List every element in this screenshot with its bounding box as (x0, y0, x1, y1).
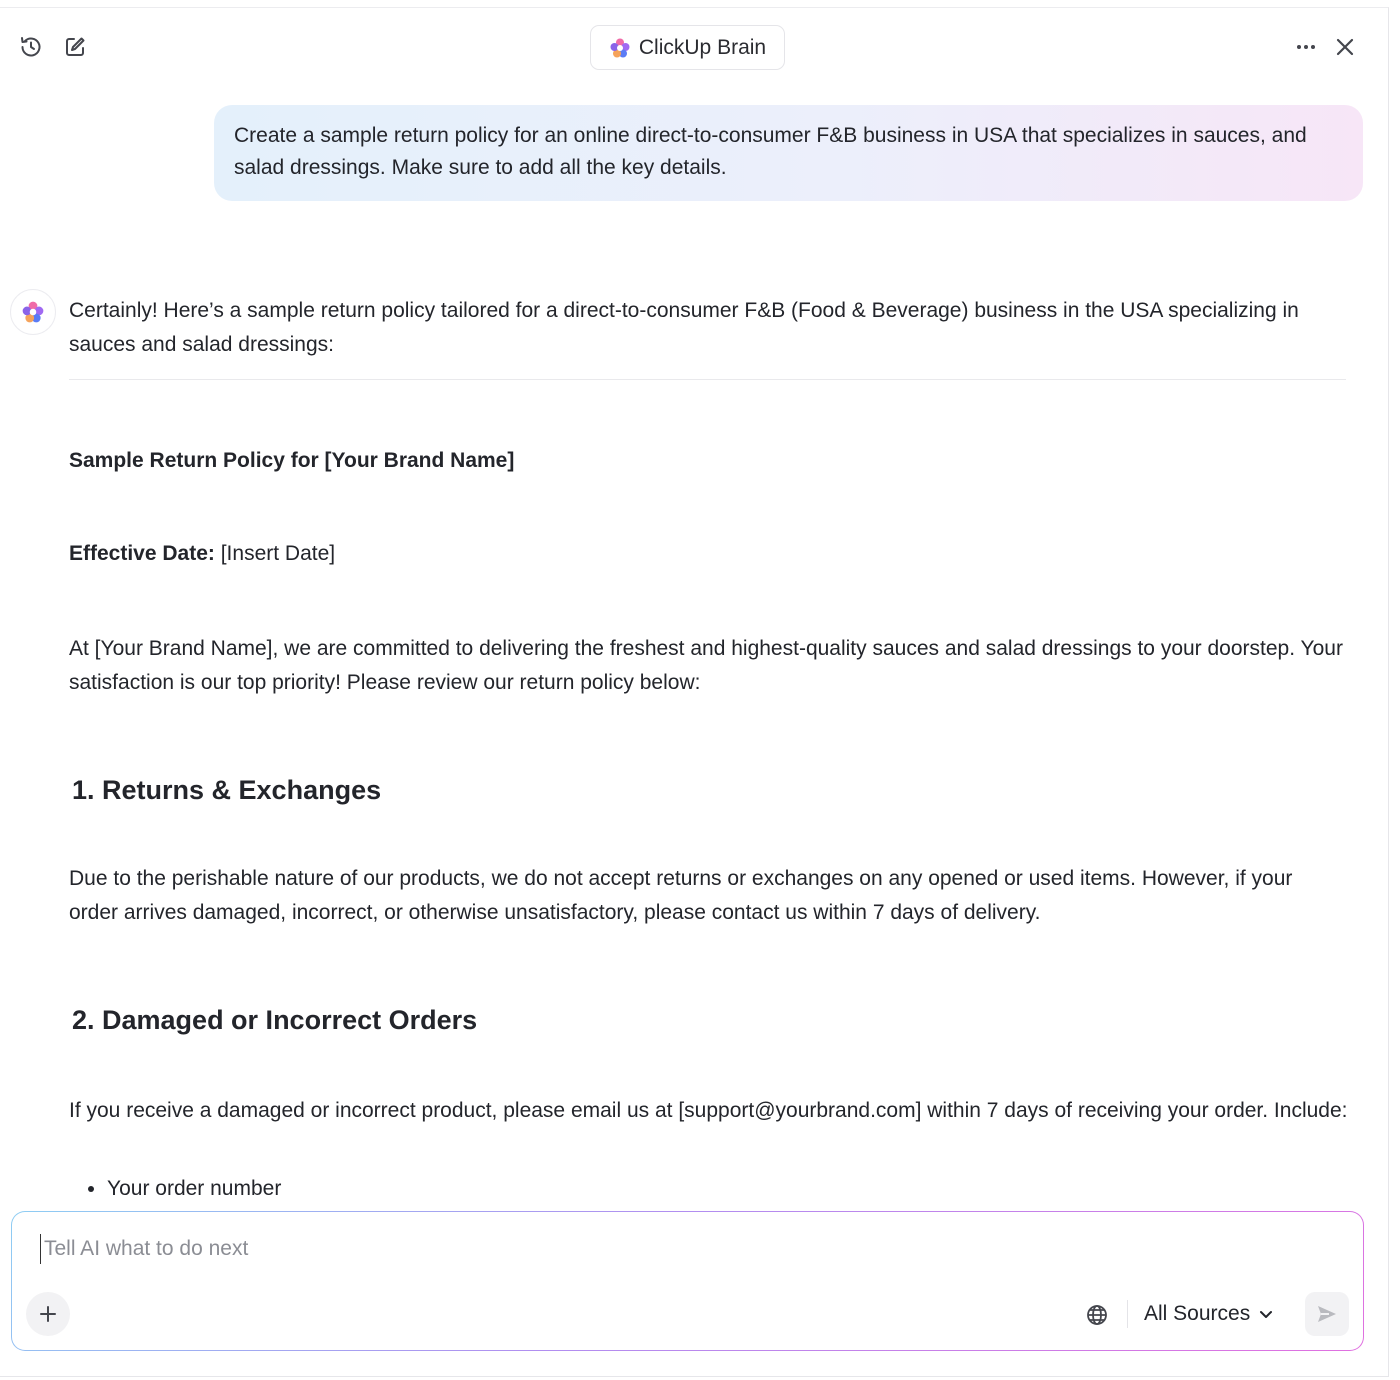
sources-label: All Sources (1144, 1302, 1251, 1325)
list-item: • Your order number (107, 1172, 281, 1206)
history-icon[interactable] (16, 32, 46, 62)
section-heading-returns: 1. Returns & Exchanges (72, 775, 382, 805)
more-icon[interactable] (1291, 32, 1321, 62)
effective-date (69, 537, 335, 571)
divider (1127, 1300, 1128, 1328)
globe-icon[interactable] (1082, 1300, 1112, 1330)
section-text-damaged: If you receive a damaged or incorrect product, please email us at [support@yourbrand.com] within 7 days of receiving your order. Include: (69, 1099, 1348, 1122)
title-pill[interactable] (590, 25, 785, 70)
effective-date-label: Effective Date: (69, 542, 215, 565)
page-title: ClickUp Brain (638, 35, 767, 59)
user-message-bubble (214, 105, 1363, 201)
send-icon (1315, 1302, 1339, 1326)
brain-logo-icon (21, 300, 45, 324)
ai-avatar (10, 289, 56, 335)
effective-date-value: [Insert Date] (214, 542, 336, 565)
damaged-list (89, 1172, 281, 1206)
composer-inner (12, 1212, 1363, 1350)
response-intro: Certainly! Here’s a sample return policy tailored for a direct-to-consumer F&B (Food & Beverage) business in the USA specializing in sauces and salad dressings: (69, 299, 1299, 356)
policy-title: Sample Return Policy for [Your Brand Name] (69, 449, 515, 472)
edit-icon[interactable] (60, 32, 90, 62)
sources-dropdown[interactable] (1144, 1296, 1274, 1332)
divider (69, 379, 1346, 380)
chevron-down-icon (1258, 1306, 1274, 1322)
composer (11, 1211, 1364, 1351)
ai-prompt-input[interactable] (40, 1234, 1040, 1264)
send-button[interactable] (1305, 1292, 1349, 1336)
ai-response (69, 294, 1349, 1200)
section-text-returns: Due to the perishable nature of our products, we do not accept returns or exchanges on any opened or used items. However, if your order arrives damaged, incorrect, or otherwise unsatisfactory, please contact us within 7 days of delivery. (69, 867, 1293, 924)
clickup-brain-panel (0, 7, 1389, 1377)
section-heading-damaged: 2. Damaged or Incorrect Orders (72, 1005, 478, 1035)
add-button[interactable] (26, 1292, 70, 1336)
close-icon[interactable] (1330, 32, 1360, 62)
brain-logo-icon (609, 37, 631, 59)
intro-paragraph: At [Your Brand Name], we are committed to delivering the freshest and highest-quality sauces and salad dressings to your doorstep. Your satisfaction is our top priority! Please review our return policy below: (69, 637, 1343, 694)
plus-icon (38, 1304, 58, 1324)
user-message-text: Create a sample return policy for an online direct-to-consumer F&B business in USA that specializes in sauces, and salad dressings. Make sure to add all the key details. (234, 124, 1307, 179)
